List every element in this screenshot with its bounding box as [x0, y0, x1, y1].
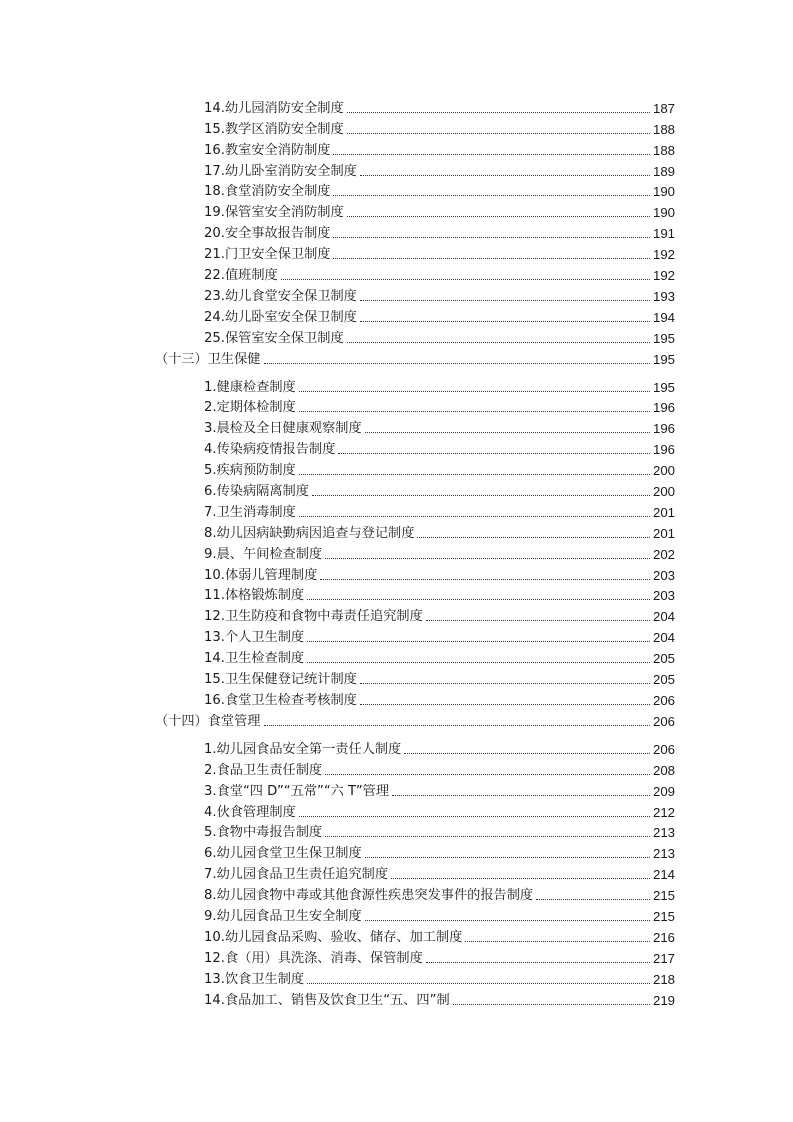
- toc-page-number: 212: [652, 804, 675, 820]
- toc-page-number: 195: [652, 351, 675, 367]
- dot-leader: [320, 579, 650, 580]
- toc-entry-title: 25.保管室安全保卫制度: [204, 330, 344, 346]
- dot-leader: [465, 941, 650, 942]
- toc-entry[interactable]: [0, 646, 675, 667]
- toc-page-number: 205: [652, 651, 675, 667]
- toc-entry-title: （十三）卫生保健: [155, 351, 261, 367]
- dot-leader: [264, 363, 650, 364]
- dot-leader: [365, 920, 650, 921]
- dot-leader: [325, 558, 650, 559]
- dot-leader: [453, 1004, 650, 1005]
- dot-leader: [264, 725, 650, 726]
- toc-entry[interactable]: [0, 326, 675, 347]
- dot-leader: [392, 795, 650, 796]
- dot-leader: [333, 154, 650, 155]
- toc-page-number: 196: [652, 400, 675, 416]
- dot-leader: [360, 300, 650, 301]
- toc-page-number: 217: [652, 950, 675, 966]
- toc-entry[interactable]: [0, 263, 675, 284]
- toc-entry-title: 8.幼儿园食物中毒或其他食源性疾患突发事件的报告制度: [204, 888, 534, 904]
- toc-entry[interactable]: [0, 437, 675, 458]
- dot-leader: [325, 836, 650, 837]
- toc-entry-title: 24.幼儿卧室安全保卫制度: [204, 309, 357, 325]
- toc-entry[interactable]: [0, 821, 675, 842]
- toc-entry-title: 21.门卫安全保卫制度: [204, 247, 331, 263]
- dot-leader: [360, 175, 650, 176]
- toc-page-number: 215: [652, 908, 675, 924]
- toc-page-number: 205: [652, 672, 675, 688]
- dot-leader: [347, 133, 650, 134]
- toc-entry[interactable]: [0, 925, 675, 946]
- toc-entry-title: 23.幼儿食堂安全保卫制度: [204, 288, 357, 304]
- dot-leader: [307, 599, 650, 600]
- toc-entry[interactable]: [0, 988, 675, 1009]
- toc-entry[interactable]: [0, 604, 675, 625]
- toc-entry-title: 9.幼儿园食品卫生安全制度: [204, 908, 362, 924]
- table-of-contents: [0, 96, 793, 1009]
- toc-entry[interactable]: [0, 779, 675, 800]
- toc-entry[interactable]: [0, 458, 675, 479]
- toc-page-number: 196: [652, 442, 675, 458]
- dot-leader: [325, 774, 650, 775]
- dot-leader: [347, 342, 650, 343]
- dot-leader: [365, 432, 650, 433]
- toc-page-number: 192: [652, 247, 675, 263]
- toc-page-number: 206: [652, 692, 675, 708]
- toc-page-number: 203: [652, 567, 675, 583]
- toc-page-number: 215: [652, 888, 675, 904]
- toc-entry-title: 11.体格锻炼制度: [204, 588, 305, 604]
- toc-entry-title: 5.疾病预防制度: [204, 463, 296, 479]
- toc-entry[interactable]: [0, 563, 675, 584]
- dot-leader: [307, 641, 650, 642]
- dot-leader: [426, 620, 650, 621]
- toc-entry-title: 4.伙食管理制度: [204, 804, 296, 820]
- dot-leader: [333, 237, 650, 238]
- toc-entry[interactable]: [0, 800, 675, 821]
- toc-entry-title: 2.定期体检制度: [204, 400, 296, 416]
- toc-entry[interactable]: [0, 584, 675, 605]
- toc-entry-title: 4.传染病疫情报告制度: [204, 442, 336, 458]
- toc-entry[interactable]: [0, 180, 675, 201]
- toc-entry-title: 10.体弱儿管理制度: [204, 567, 318, 583]
- dot-leader: [360, 321, 650, 322]
- dot-leader: [299, 411, 650, 412]
- toc-page-number: 190: [652, 184, 675, 200]
- toc-page-number: 193: [652, 288, 675, 304]
- dot-leader: [299, 516, 650, 517]
- toc-entry[interactable]: [0, 737, 675, 758]
- toc-entry[interactable]: [0, 159, 675, 180]
- toc-page-number: 208: [652, 762, 675, 778]
- toc-entry-title: 15.教学区消防安全制度: [204, 121, 344, 137]
- toc-page-number: 216: [652, 929, 675, 945]
- toc-page-number: 201: [652, 504, 675, 520]
- toc-entry[interactable]: [0, 688, 675, 709]
- dot-leader: [360, 704, 650, 705]
- toc-page-number: 192: [652, 268, 675, 284]
- toc-entry[interactable]: [0, 667, 675, 688]
- toc-page-number: 200: [652, 484, 675, 500]
- toc-page-number: 213: [652, 846, 675, 862]
- toc-entry[interactable]: [0, 305, 675, 326]
- toc-entry[interactable]: [0, 841, 675, 862]
- dot-leader: [360, 683, 650, 684]
- toc-entry-title: 14.幼儿园消防安全制度: [204, 100, 344, 116]
- dot-leader: [333, 258, 650, 259]
- toc-entry-title: 19.保管室安全消防制度: [204, 205, 344, 221]
- toc-entry[interactable]: [0, 375, 675, 396]
- toc-entry-title: 14.卫生检查制度: [204, 651, 305, 667]
- dot-leader: [338, 453, 650, 454]
- toc-page-number: 187: [652, 100, 675, 116]
- toc-page-number: 204: [652, 630, 675, 646]
- toc-page-number: 190: [652, 205, 675, 221]
- toc-entry[interactable]: [0, 542, 675, 563]
- toc-entry-title: 13.个人卫生制度: [204, 630, 305, 646]
- toc-entry[interactable]: [0, 284, 675, 305]
- toc-section-heading[interactable]: [0, 709, 675, 730]
- toc-page-number: 188: [652, 142, 675, 158]
- dot-leader: [365, 857, 650, 858]
- dot-leader: [299, 474, 650, 475]
- toc-page-number: 206: [652, 713, 675, 729]
- toc-entry[interactable]: [0, 242, 675, 263]
- toc-entry-title: 12.食（用）具洗涤、消毒、保管制度: [204, 950, 423, 966]
- dot-leader: [347, 112, 650, 113]
- toc-entry[interactable]: [0, 758, 675, 779]
- toc-page-number: 194: [652, 309, 675, 325]
- toc-entry[interactable]: [0, 946, 675, 967]
- dot-leader: [391, 878, 650, 879]
- toc-entry-title: 22.值班制度: [204, 268, 278, 284]
- toc-entry-title: （十四）食堂管理: [155, 713, 261, 729]
- toc-entry-title: 16.教室安全消防制度: [204, 142, 331, 158]
- toc-entry-title: 1.健康检查制度: [204, 379, 296, 395]
- toc-entry-title: 13.饮食卫生制度: [204, 971, 305, 987]
- toc-entry-title: 20.安全事故报告制度: [204, 226, 331, 242]
- toc-entry[interactable]: [0, 200, 675, 221]
- toc-page-number: 195: [652, 330, 675, 346]
- dot-leader: [347, 216, 650, 217]
- toc-entry[interactable]: [0, 479, 675, 500]
- toc-page-number: 201: [652, 525, 675, 541]
- toc-section-heading[interactable]: [0, 347, 675, 368]
- toc-entry[interactable]: [0, 500, 675, 521]
- toc-entry-title: 15.卫生保健登记统计制度: [204, 672, 357, 688]
- dot-leader: [312, 495, 650, 496]
- dot-leader: [536, 899, 650, 900]
- toc-page-number: 213: [652, 825, 675, 841]
- toc-page-number: 206: [652, 741, 675, 757]
- dot-leader: [333, 195, 650, 196]
- toc-entry-title: 9.晨、午间检查制度: [204, 546, 323, 562]
- toc-entry-title: 12.卫生防疫和食物中毒责任追究制度: [204, 609, 423, 625]
- toc-entry-title: 3.食堂“四 D”“五常”“六 T”管理: [204, 783, 390, 799]
- toc-entry[interactable]: [0, 396, 675, 417]
- toc-page-number: 214: [652, 867, 675, 883]
- toc-entry-title: 3.晨检及全日健康观察制度: [204, 421, 362, 437]
- toc-page-number: 204: [652, 609, 675, 625]
- toc-entry-title: 2.食品卫生责任制度: [204, 762, 323, 778]
- toc-entry-title: 16.食堂卫生检查考核制度: [204, 692, 357, 708]
- toc-entry[interactable]: [0, 862, 675, 883]
- toc-entry[interactable]: [0, 883, 675, 904]
- toc-entry[interactable]: [0, 521, 675, 542]
- toc-page-number: 202: [652, 546, 675, 562]
- toc-entry-title: 5.食物中毒报告制度: [204, 825, 323, 841]
- toc-entry-title: 6.传染病隔离制度: [204, 484, 309, 500]
- toc-page-number: 219: [652, 992, 675, 1008]
- toc-entry[interactable]: [0, 96, 675, 117]
- toc-page-number: 191: [652, 226, 675, 242]
- toc-entry-title: 18.食堂消防安全制度: [204, 184, 331, 200]
- toc-entry-title: 1.幼儿园食品安全第一责任人制度: [204, 741, 402, 757]
- toc-entry-title: 7.幼儿园食品卫生责任追究制度: [204, 867, 389, 883]
- toc-page-number: 218: [652, 971, 675, 987]
- toc-entry[interactable]: [0, 904, 675, 925]
- toc-entry[interactable]: [0, 625, 675, 646]
- toc-entry-title: 14.食品加工、销售及饮食卫生“五、四”制: [204, 992, 450, 1008]
- toc-page-number: 189: [652, 163, 675, 179]
- toc-entry[interactable]: [0, 117, 675, 138]
- toc-page-number: 196: [652, 421, 675, 437]
- dot-leader: [281, 279, 650, 280]
- toc-entry-title: 7.卫生消毒制度: [204, 504, 296, 520]
- toc-page-number: 195: [652, 379, 675, 395]
- toc-page-number: 203: [652, 588, 675, 604]
- toc-entry-title: 6.幼儿园食堂卫生保卫制度: [204, 846, 362, 862]
- toc-entry-title: 10.幼儿园食品采购、验收、储存、加工制度: [204, 929, 463, 945]
- dot-leader: [299, 816, 650, 817]
- dot-leader: [299, 391, 650, 392]
- toc-entry-title: 17.幼儿卧室消防安全制度: [204, 163, 357, 179]
- toc-page-number: 200: [652, 463, 675, 479]
- dot-leader: [417, 537, 650, 538]
- toc-entry[interactable]: [0, 221, 675, 242]
- dot-leader: [426, 962, 650, 963]
- toc-entry[interactable]: [0, 967, 675, 988]
- dot-leader: [307, 662, 650, 663]
- toc-entry-title: 8.幼儿因病缺勤病因追查与登记制度: [204, 525, 415, 541]
- toc-entry[interactable]: [0, 416, 675, 437]
- toc-page-number: 188: [652, 121, 675, 137]
- toc-page-number: 209: [652, 783, 675, 799]
- dot-leader: [307, 983, 650, 984]
- toc-entry[interactable]: [0, 138, 675, 159]
- dot-leader: [404, 753, 650, 754]
